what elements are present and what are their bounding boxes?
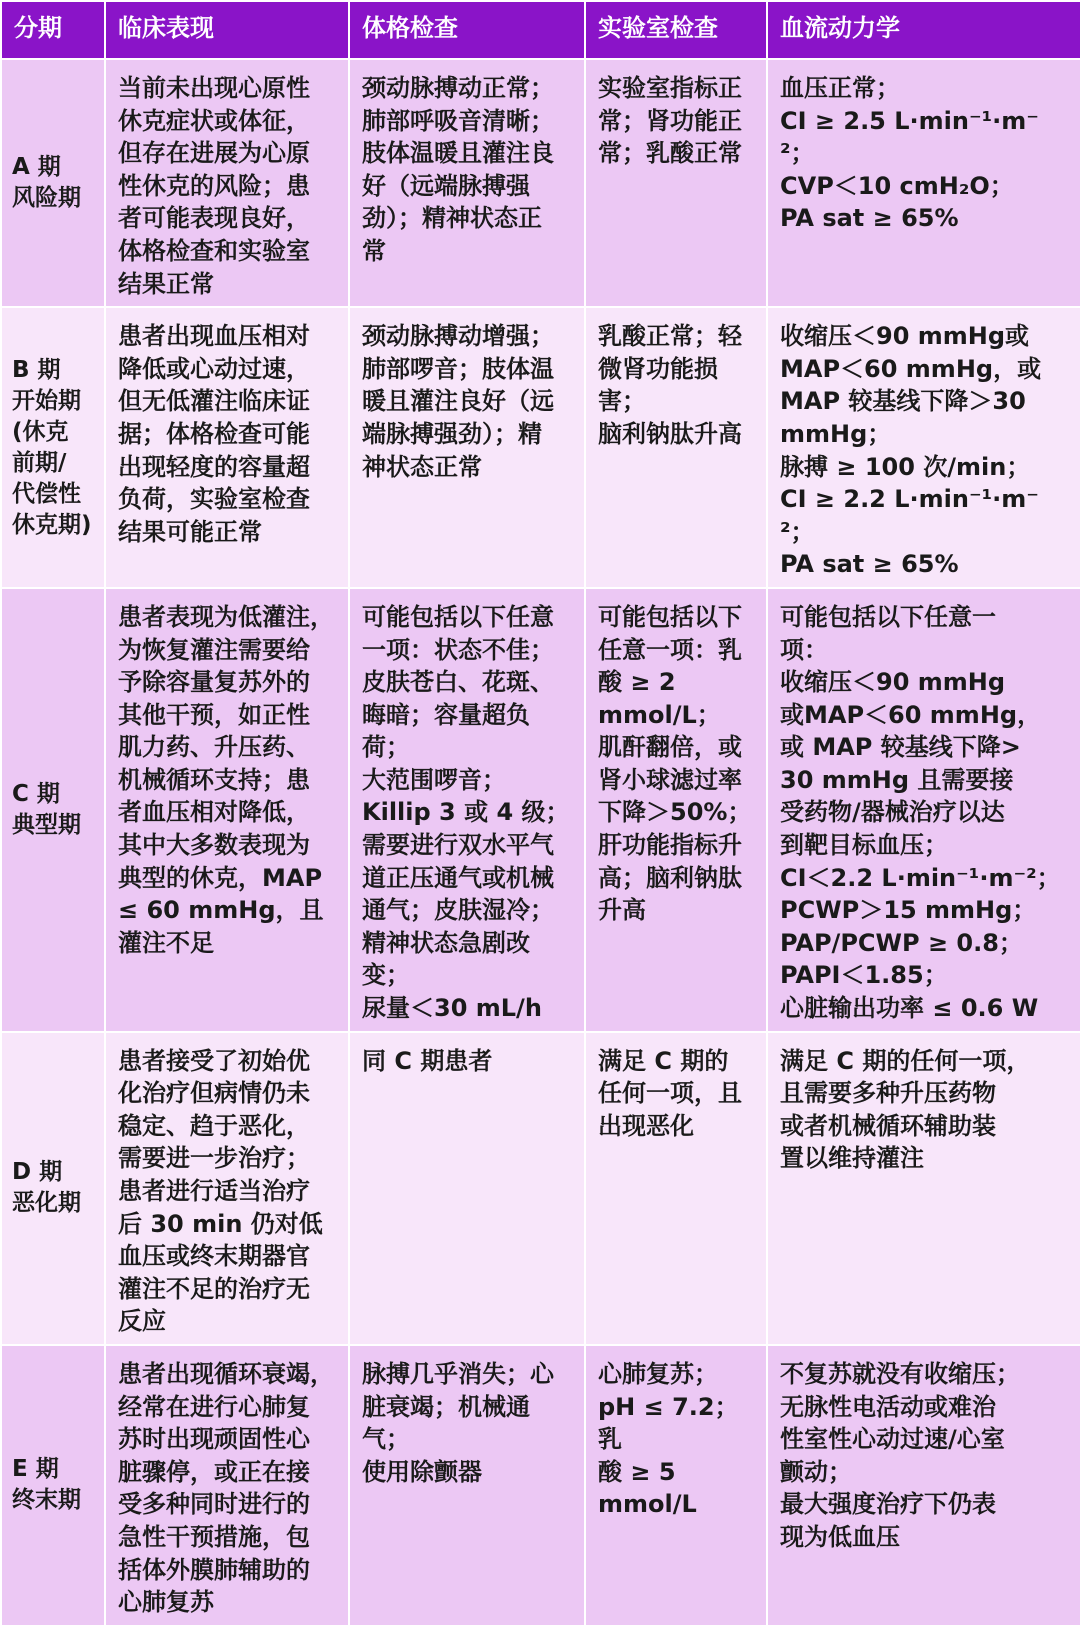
physical-line: 通气；皮肤湿冷； — [362, 896, 554, 925]
hemo-line: 收缩压＜90 mmHg — [780, 668, 1006, 697]
lab-line: 酸 ≥ 5 — [598, 1457, 676, 1486]
clinical-line: 者可能表现良好， — [118, 204, 310, 233]
hemodynamics-cell — [767, 588, 1080, 1032]
clinical-line: ≤ 60 mmHg，且 — [118, 896, 324, 925]
physical-line: 脉搏几乎消失；心 — [362, 1359, 554, 1388]
hemo-line: MAP 较基线下降＞30 — [780, 387, 1026, 416]
lab-line: 高；脑利钠肽 — [598, 863, 742, 892]
lab-line: 乳酸正常；轻 — [598, 322, 742, 351]
hemo-line: CI＜2.2 L·min⁻¹·m⁻²； — [780, 863, 1061, 892]
clinical-line: 患者出现循环衰竭， — [118, 1359, 334, 1388]
stage-line: (休克 — [12, 418, 69, 445]
lab-line: pH ≤ 7.2；乳 — [598, 1392, 739, 1454]
hemo-line: 受药物/器械治疗以达 — [780, 798, 1005, 827]
stage-line: 风险期 — [12, 185, 81, 212]
hemo-line: CI ≥ 2.2 L·min⁻¹·m⁻²； — [780, 485, 1039, 546]
lab-line: 肝功能指标升 — [598, 831, 742, 860]
physical-line: 皮肤苍白、花斑、 — [362, 668, 554, 697]
lab-line: 常；肾功能正 — [598, 106, 742, 135]
clinical-line: 典型的休克，MAP — [118, 863, 323, 892]
clinical-line: 血压或终末期器官 — [118, 1242, 310, 1271]
clinical-line: 患者接受了初始优 — [118, 1046, 310, 1075]
physical-cell — [349, 307, 585, 588]
hemo-line: 30 mmHg 且需要接 — [780, 765, 1014, 794]
hemo-line: 无脉性电活动或难治 — [780, 1392, 996, 1421]
clinical-line: 结果可能正常 — [118, 517, 262, 546]
hemo-line: 不复苏就没有收缩压； — [780, 1359, 1020, 1388]
hemo-line: PAPI＜1.85； — [780, 961, 948, 990]
clinical-line: 出现轻度的容量超 — [118, 452, 310, 481]
physical-cell — [349, 59, 585, 307]
hemodynamics-cell — [767, 59, 1080, 307]
clinical-line: 当前未出现心原性 — [118, 74, 310, 102]
stage-line: 休克期) — [12, 511, 92, 538]
stage-line: C 期 — [12, 780, 60, 807]
hemo-line: 或MAP＜60 mmHg， — [780, 700, 1042, 729]
clinical-line: 受多种同时进行的 — [118, 1490, 310, 1519]
stage-line: 恶化期 — [12, 1190, 81, 1217]
clinical-line: 灌注不足 — [118, 928, 214, 957]
lab-cell — [585, 59, 767, 307]
stage-cell — [1, 1032, 105, 1345]
clinical-line: 机械循环支持；患 — [118, 765, 310, 794]
clinical-line: 反应 — [118, 1307, 166, 1336]
clinical-line: 但无低灌注临床证 — [118, 387, 310, 416]
stage-cell — [1, 307, 105, 588]
lab-line: 常；乳酸正常 — [598, 139, 742, 168]
clinical-cell — [105, 307, 349, 588]
lab-line: 脑利钠肽升高 — [598, 419, 742, 448]
hemo-line: 满足 C 期的任何一项， — [780, 1046, 1031, 1075]
physical-line: 可能包括以下任意 — [362, 602, 554, 631]
physical-line: 尿量＜30 mL/h — [362, 994, 542, 1023]
clinical-line: 苏时出现顽固性心 — [118, 1425, 310, 1454]
physical-line: 劲）；精神状态正 — [362, 204, 542, 233]
table-row — [1, 307, 1080, 588]
hemodynamics-cell — [767, 307, 1080, 588]
stage-cell — [1, 1345, 105, 1626]
stage-line: 典型期 — [12, 811, 81, 838]
hemo-line: CI ≥ 2.5 L·min⁻¹·m⁻²； — [780, 106, 1039, 168]
physical-line: 晦暗；容量超负荷； — [362, 700, 530, 762]
physical-line: 一项：状态不佳； — [362, 635, 554, 664]
physical-line: 颈动脉搏动正常； — [362, 74, 554, 102]
clinical-line: 患者表现为低灌注， — [118, 602, 334, 631]
physical-line: 脏衰竭；机械通气； — [362, 1392, 530, 1454]
clinical-line: 降低或心动过速， — [118, 354, 310, 383]
physical-line: 肢体温暖且灌注良 — [362, 139, 554, 168]
hemodynamics-cell — [767, 1345, 1080, 1626]
hemo-line: 最大强度治疗下仍表 — [780, 1490, 996, 1519]
table-row — [1, 1345, 1080, 1626]
clinical-line: 但存在进展为心原 — [118, 139, 310, 168]
lab-line: 肌酐翻倍，或 — [598, 733, 742, 762]
lab-line: 实验室指标正 — [598, 74, 742, 102]
physical-line: 使用除颤器 — [362, 1457, 482, 1486]
lab-cell — [585, 307, 767, 588]
clinical-line: 为恢复灌注需要给 — [118, 635, 310, 664]
hemo-line: MAP＜60 mmHg，或 — [780, 354, 1042, 383]
stage-line: E 期 — [12, 1456, 59, 1483]
table-row — [1, 59, 1080, 307]
clinical-line: 括体外膜肺辅助的 — [118, 1555, 310, 1584]
physical-line: Killip 3 或 4 级； — [362, 798, 570, 827]
clinical-line: 后 30 min 仍对低 — [118, 1209, 323, 1238]
lab-line: mmol/L； — [598, 700, 721, 729]
header-clinical: 临床表现 — [105, 1, 349, 59]
physical-line: 道正压通气或机械 — [362, 863, 554, 892]
clinical-line: 休克症状或体征， — [118, 106, 310, 135]
lab-line: 下降＞50%； — [598, 798, 752, 827]
hemo-line: 收缩压＜90 mmHg或 — [780, 322, 1030, 351]
clinical-line: 需要进一步治疗； — [118, 1144, 310, 1173]
clinical-line: 心肺复苏 — [118, 1588, 214, 1617]
lab-cell — [585, 1345, 767, 1626]
physical-line: 暖且灌注良好（远 — [362, 387, 554, 416]
physical-cell — [349, 1345, 585, 1626]
physical-line: 同 C 期患者 — [362, 1046, 493, 1075]
clinical-line: 结果正常 — [118, 269, 214, 298]
lab-line: 任意一项：乳 — [598, 635, 742, 664]
header-hemodynamics: 血流动力学 — [767, 1, 1080, 59]
stage-cell — [1, 588, 105, 1032]
clinical-line: 者血压相对降低， — [118, 798, 310, 827]
hemo-line: 到靶目标血压； — [780, 831, 948, 860]
hemo-line: 或者机械循环辅助装 — [780, 1111, 996, 1140]
clinical-line: 据；体格检查可能 — [118, 419, 310, 448]
physical-cell — [349, 588, 585, 1032]
header-physical: 体格检查 — [349, 1, 585, 59]
clinical-line: 急性干预措施，包 — [118, 1522, 310, 1551]
stage-line: 终末期 — [12, 1487, 81, 1514]
clinical-line: 其中大多数表现为 — [118, 831, 310, 860]
hemo-line: 且需要多种升压药物 — [780, 1079, 996, 1108]
header-row — [1, 1, 1080, 59]
hemo-line: 或 MAP 较基线下降> — [780, 733, 1021, 762]
table-row — [1, 588, 1080, 1032]
hemodynamics-cell — [767, 1032, 1080, 1345]
clinical-cell — [105, 588, 349, 1032]
clinical-cell — [105, 59, 349, 307]
physical-line: 精神状态急剧改变； — [362, 928, 530, 990]
hemo-line: 可能包括以下任意一 — [780, 602, 996, 631]
clinical-line: 化治疗但病情仍未 — [118, 1079, 310, 1108]
hemo-line: 脉搏 ≥ 100 次/min； — [780, 452, 1031, 481]
physical-line: 常 — [362, 236, 386, 265]
hemo-line: PA sat ≥ 65% — [780, 550, 959, 579]
clinical-line: 肌力药、升压药、 — [118, 733, 310, 762]
table-row — [1, 1032, 1080, 1345]
hemo-line: 性室性心动过速/心室 — [780, 1425, 1005, 1454]
physical-cell — [349, 1032, 585, 1345]
physical-line: 颈动脉搏动增强； — [362, 322, 554, 351]
hemo-line: PA sat ≥ 65% — [780, 204, 959, 233]
clinical-cell — [105, 1345, 349, 1626]
clinical-line: 其他干预，如正性 — [118, 700, 310, 729]
lab-line: 出现恶化 — [598, 1111, 694, 1140]
lab-line: 升高 — [598, 896, 646, 925]
clinical-line: 患者进行适当治疗 — [118, 1177, 310, 1205]
lab-line: 任何一项，且 — [598, 1079, 742, 1108]
physical-line: 端脉搏强劲）；精 — [362, 419, 542, 448]
physical-line: 大范围啰音； — [362, 765, 506, 794]
physical-line: 肺部呼吸音清晰； — [362, 106, 554, 135]
physical-line: 好（远端脉搏强 — [362, 171, 530, 200]
clinical-line: 经常在进行心肺复 — [118, 1392, 310, 1421]
stage-line: A 期 — [12, 154, 61, 181]
header-stage: 分期 — [1, 1, 105, 59]
hemo-line: PAP/PCWP ≥ 0.8； — [780, 928, 1023, 957]
hemo-line: CVP＜10 cmH₂O； — [780, 171, 1014, 200]
stage-line: B 期 — [12, 356, 61, 383]
lab-line: 心肺复苏； — [598, 1359, 718, 1388]
physical-line: 需要进行双水平气 — [362, 831, 554, 860]
header-lab: 实验室检查 — [585, 1, 767, 59]
physical-line: 肺部啰音；肢体温 — [362, 354, 554, 383]
clinical-line: 负荷，实验室检查 — [118, 485, 310, 514]
lab-line: 肾小球滤过率 — [598, 765, 742, 794]
hemo-line: mmHg； — [780, 419, 892, 448]
hemo-line: 项： — [780, 635, 828, 664]
physical-line: 神状态正常 — [362, 452, 482, 481]
hemo-line: 心脏输出功率 ≤ 0.6 W — [780, 994, 1039, 1023]
clinical-line: 患者出现血压相对 — [118, 322, 310, 351]
stage-line: 开始期 — [12, 387, 81, 414]
lab-cell — [585, 1032, 767, 1345]
clinical-line: 脏骤停，或正在接 — [118, 1457, 310, 1486]
hemo-line: PCWP＞15 mmHg； — [780, 896, 1037, 925]
clinical-line: 灌注不足的治疗无 — [118, 1274, 310, 1303]
hemo-line: 现为低血压 — [780, 1522, 900, 1551]
clinical-line: 稳定、趋于恶化， — [118, 1111, 310, 1140]
hemo-line: 颤动； — [780, 1457, 852, 1486]
lab-line: 可能包括以下 — [598, 602, 742, 631]
clinical-line: 予除容量复苏外的 — [118, 668, 310, 697]
clinical-line: 性休克的风险；患 — [118, 171, 310, 200]
lab-line: 微肾功能损害； — [598, 354, 718, 416]
hemo-line: 置以维持灌注 — [780, 1144, 924, 1173]
lab-cell — [585, 588, 767, 1032]
lab-line: mmol/L — [598, 1490, 697, 1519]
stage-line: 前期/ — [12, 449, 67, 476]
clinical-cell — [105, 1032, 349, 1345]
clinical-line: 体格检查和实验室 — [118, 236, 310, 265]
lab-line: 满足 C 期的 — [598, 1046, 729, 1075]
stage-cell — [1, 59, 105, 307]
stage-line: D 期 — [12, 1159, 63, 1186]
lab-line: 酸 ≥ 2 — [598, 668, 676, 697]
stage-line: 代偿性 — [12, 480, 81, 507]
hemo-line: 血压正常； — [780, 74, 900, 102]
